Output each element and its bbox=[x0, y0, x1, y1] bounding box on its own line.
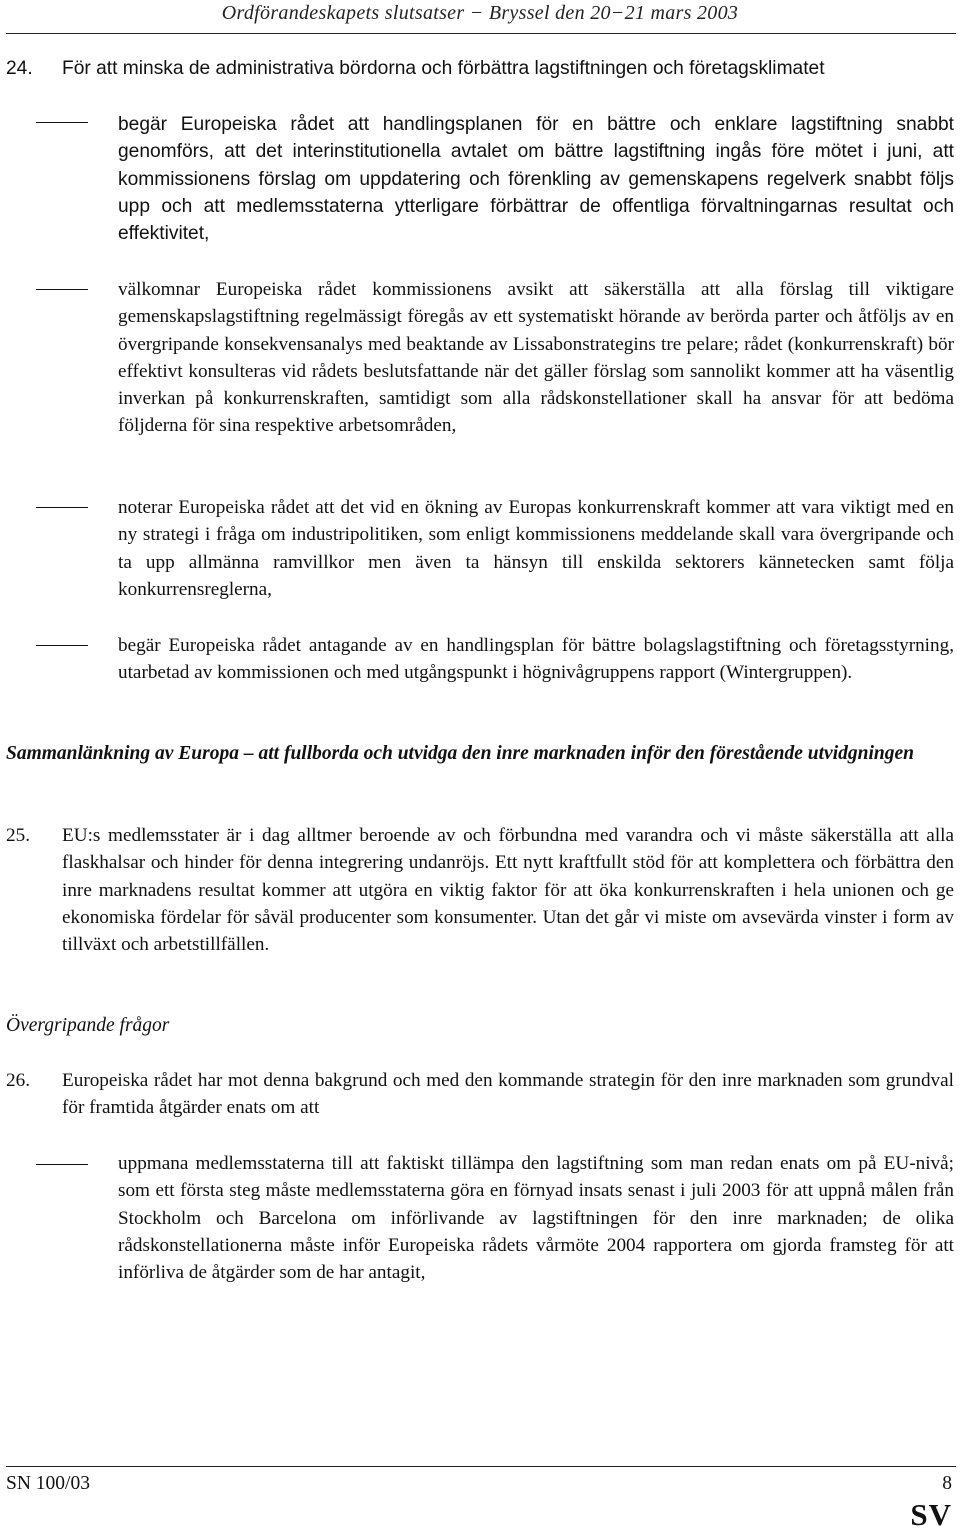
paragraph-number-24: 24. bbox=[6, 58, 33, 79]
paragraph-24-bullet-1: begär Europeiska rådet att handlingsplanen för en bättre och enklare lagstiftning snabbt genomförs, att det interinstitutionella avtalet om bättre lagstiftning ingås före mötet i juni, att kommissionens förslag om uppdatering och förenkling av gemenskapens regelverk snabbt följs upp och att medlemsstaterna ytterligare förbättrar de offentliga förvaltningarnas resultat och effektivitet, bbox=[118, 114, 954, 245]
paragraph-24-bullet-2: välkomnar Europeiska rådet kommissionens avsikt att säkerställa att alla förslag till viktigare gemenskapslagstiftning regelmässigt föregås av ett systematiskt hörande av berörda parter och åtföljs av en övergripande konsekvensanalys med beaktande av Lissabonstrategins tre pelare; rådet (konkurrenskraft) bör effektivt konsulteras vid rådets beslutsfattande när det gäller förslag som sannolikt kommer att ha väsentlig inverkan på konkurrenskraften, samtidigt som alla rådskonstellationer skall ha ansvar för att bedöma följderna för sina respektive arbetsområden, bbox=[118, 279, 954, 437]
paragraph-25-text: EU:s medlemsstater är i dag alltmer beroende av och förbundna med varandra och vi måste säkerställa att alla flaskhalsar och hinder för denna integrering undanröjs. Ett nytt kraftfullt stöd för att komplettera och förbättra den inre marknadens resultat kommer att utgöra en viktig faktor för att öka konkurrenskraften i hela unionen och ge ekonomiska fördelar för såväl producenter som konsumenter. Utan det går vi miste om avsevärda vinster i form av tillväxt och arbetstillfällen. bbox=[62, 825, 954, 956]
page-number: 8 bbox=[942, 1473, 952, 1494]
footer-rule bbox=[6, 1466, 956, 1467]
subsection-heading: Övergripande frågor bbox=[6, 1015, 170, 1036]
paragraph-number-26: 26. bbox=[6, 1070, 30, 1091]
dash-bullet-marker bbox=[36, 122, 88, 123]
paragraph-number-25: 25. bbox=[6, 825, 30, 846]
dash-bullet-marker bbox=[36, 1164, 88, 1165]
paragraph-24-intro: För att minska de administrativa bördorna och förbättra lagstiftningen och företagsklimatet bbox=[62, 58, 825, 79]
dash-bullet-marker bbox=[36, 289, 88, 290]
dash-bullet-marker bbox=[36, 645, 88, 646]
header-rule bbox=[6, 33, 956, 34]
section-heading: Sammanlänkning av Europa – att fullborda och utvidga den inre marknaden inför den förestående utvidgningen bbox=[6, 743, 914, 764]
dash-bullet-marker bbox=[36, 507, 88, 508]
document-reference: SN 100/03 bbox=[6, 1473, 90, 1494]
paragraph-26-intro: Europeiska rådet har mot denna bakgrund och med den kommande strategin för den inre marknaden som grundval för framtida åtgärder enats om att bbox=[62, 1070, 954, 1119]
paragraph-24-bullet-3: noterar Europeiska rådet att det vid en ökning av Europas konkurrenskraft kommer att vara viktigt med en ny strategi i fråga om industripolitiken, som enligt kommissionens meddelande skall vara övergripande och ta upp allmänna ramvillkor men även ta hänsyn till enskilda sektorers kännetecken samt följa konkurrensreglerna, bbox=[118, 497, 954, 600]
paragraph-26-bullet-1: uppmana medlemsstaterna till att faktiskt tillämpa den lagstiftning som man redan enats om på EU-nivå; som ett första steg måste medlemsstaterna göra en förnyad insats senast i juli 2003 för att uppnå målen från Stockholm och Barcelona om införlivande av lagstiftningen för den inre marknaden; de olika rådskonstellationerna måste inför Europeiska rådets vårmöte 2004 rapportera om gjorda framsteg för att införliva de åtgärder som de har antagit, bbox=[118, 1153, 954, 1284]
running-header: Ordförandeskapets slutsatser − Bryssel den 20−21 mars 2003 bbox=[221, 2, 739, 24]
paragraph-24-bullet-4: begär Europeiska rådet antagande av en handlingsplan för bättre bolagslagstiftning och företagsstyrning, utarbetad av kommissionen och med utgångspunkt i högnivågruppens rapport (Wintergruppen). bbox=[118, 635, 954, 684]
language-code: SV bbox=[910, 1497, 952, 1532]
